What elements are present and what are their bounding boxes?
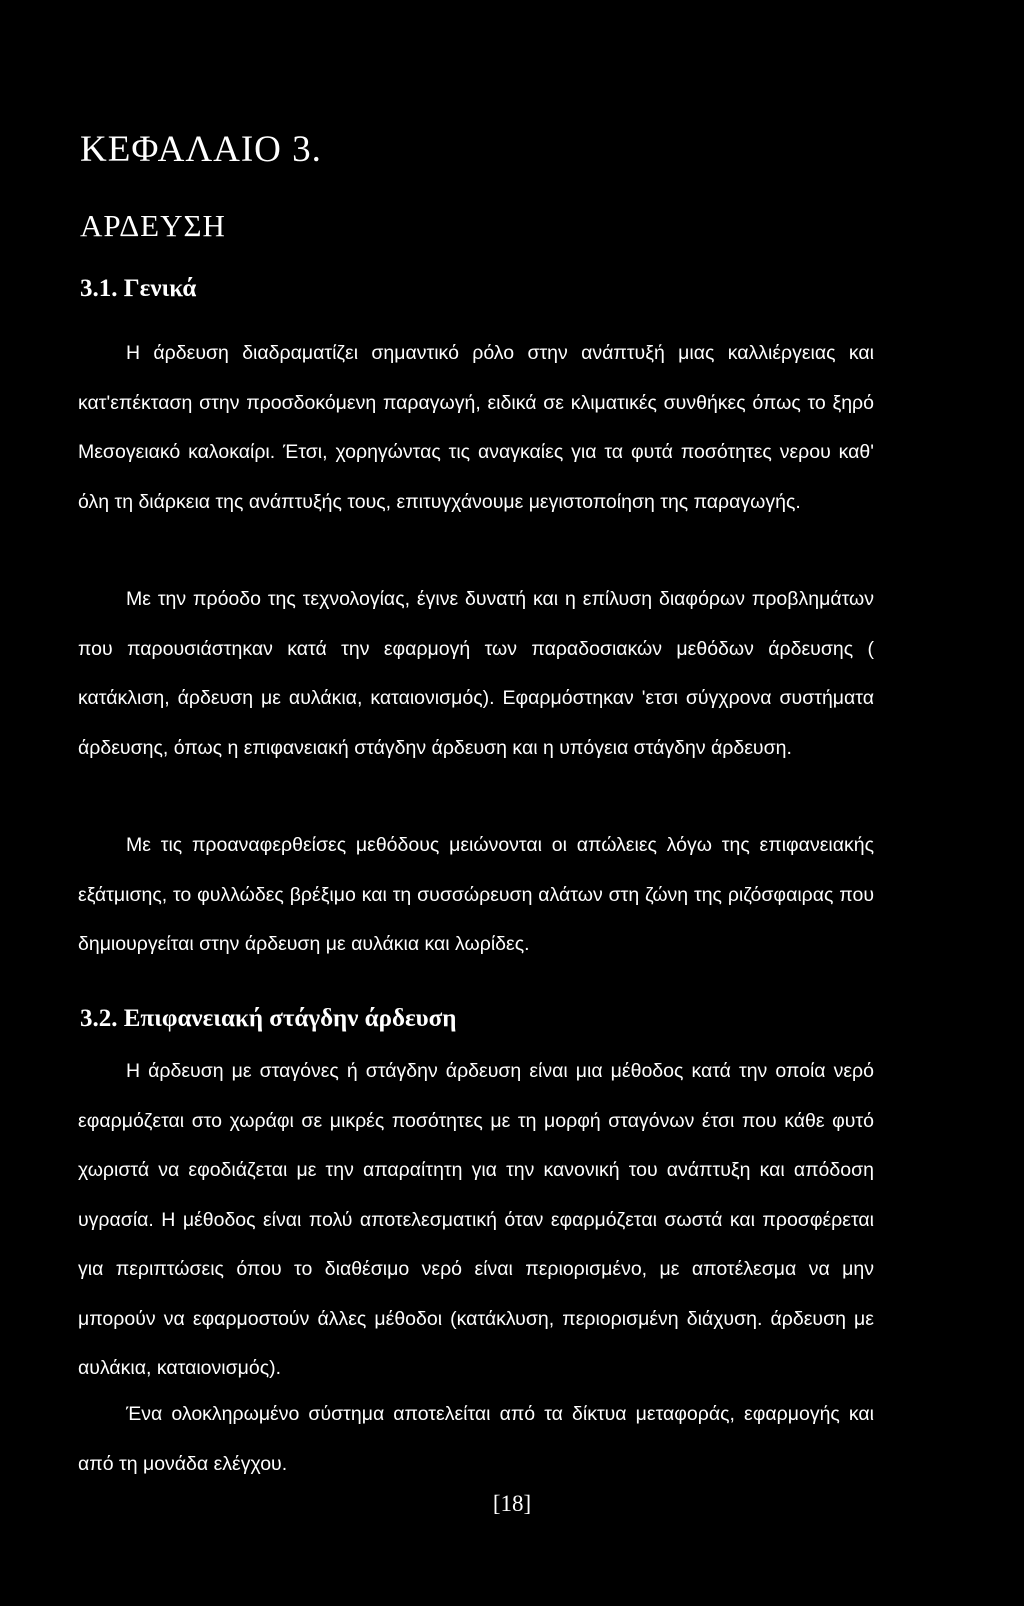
paragraph: Η άρδευση διαδραματίζει σημαντικό ρόλο στην ανάπτυξή μιας καλλιέργειας και κατ'επέκταση στην προσδοκόμενη παραγωγή, ειδικά σε κλιματικές συνθήκες όπως το ξηρό Μεσογειακό καλοκαίρι. Έτσι, χορηγώντας τις αναγκαίες για τα φυτά ποσότητες νερου καθ' όλη τη διάρκεια της ανάπτυξής τους, επιτυγχάνουμε μεγιστοποίηση της παραγωγής. [78,342,874,513]
paragraph: Με την πρόοδο της τεχνολογίας, έγινε δυνατή και η επίλυση διαφόρων προβλημάτων που παρουσιάστηκαν κατά την εφαρμογή των παραδοσιακών μεθόδων άρδευσης ( κατάκλιση, άρδευση με αυλάκια, καταιονισμός). Εφαρμόστηκαν 'ετσι σύγχρονα συστήματα άρδευσης, όπως η επιφανειακή στάγδην άρδευση και η υπόγεια στάγδην άρδευση. [78,588,874,759]
section-title: Γενικά [123,275,197,302]
section-heading-3-2 [80,1003,456,1035]
chapter-title: ΚΕΦΑΛΑΙΟ 3. [80,129,322,170]
page-number: [18] [492,1491,532,1516]
paragraph: Ένα ολοκληρωμένο σύστημα αποτελείται από τα δίκτυα μεταφοράς, εφαρμογής και από τη μονάδα ελέγχου. [78,1403,874,1475]
section-heading-3-1 [80,273,196,305]
section-number: 3.2. [80,1005,118,1032]
paragraph: Η άρδευση με σταγόνες ή στάγδην άρδευση είναι μια μέθοδος κατά την οποία νερό εφαρμόζεται στο χωράφι σε μικρές ποσότητες με τη μορφή σταγόνων έτσι που κάθε φυτό χωριστά να εφοδιάζεται με την απαραίτητη για την κανονική του ανάπτυξη και απόδοση υγρασία. Η μέθοδος είναι πολύ αποτελεσματική όταν εφαρμόζεται σωστά και προσφέρεται για περιπτώσεις όπου το διαθέσιμο νερό είναι περιορισμένο, με αποτέλεσμα να μην μπορούν να εφαρμοστούν άλλες μέθοδοι (κατάκλυση, περιορισμένη διάχυση. άρδευση με αυλάκια, καταιονισμός). [78,1060,874,1379]
chapter-subtitle: ΑΡΔΕΥΣΗ [80,208,226,243]
section-number: 3.1. [80,275,118,302]
section-title: Επιφανειακή στάγδην άρδευση [123,1005,457,1032]
paragraph: Με τις προαναφερθείσες μεθόδους μειώνονται οι απώλειες λόγω της επιφανειακής εξάτμισης, το φυλλώδες βρέξιμο και τη συσσώρευση αλάτων στη ζώνη της ριζόσφαιρας που δημιουργείται στην άρδευση με αυλάκια και λωρίδες. [78,834,874,955]
